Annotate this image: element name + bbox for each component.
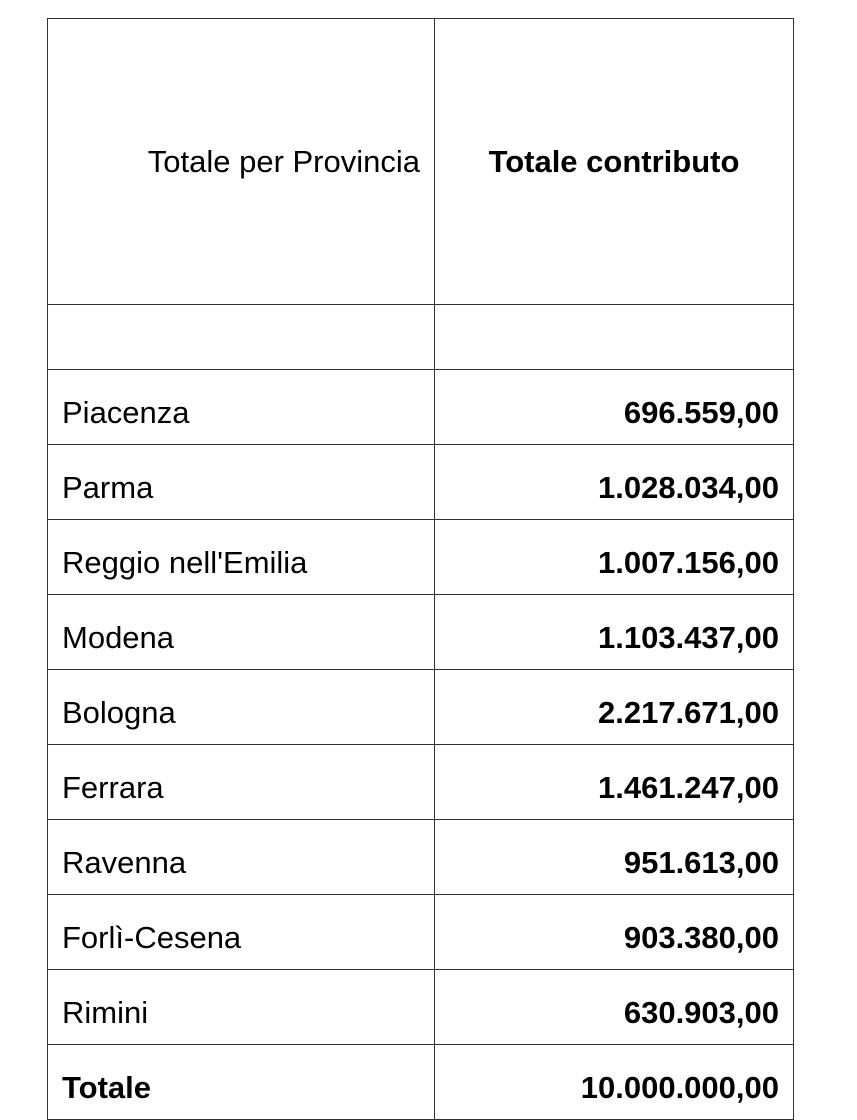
contributo-cell: 1.028.034,00: [435, 445, 794, 520]
contributo-cell: 903.380,00: [435, 895, 794, 970]
total-row: [48, 1045, 794, 1120]
table-row: [48, 445, 794, 520]
table-row: [48, 670, 794, 745]
contributo-cell: 2.217.671,00: [435, 670, 794, 745]
blank-cell: [48, 305, 435, 370]
total-value: 10.000.000,00: [435, 1045, 794, 1120]
table-row: [48, 520, 794, 595]
contributo-cell: 696.559,00: [435, 370, 794, 445]
blank-row: [48, 305, 794, 370]
blank-cell: [435, 305, 794, 370]
provincia-cell: Bologna: [48, 670, 435, 745]
contributo-table: [47, 18, 794, 1120]
header-provincia: Totale per Provincia: [48, 19, 435, 305]
provincia-cell: Parma: [48, 445, 435, 520]
provincia-cell: Ravenna: [48, 820, 435, 895]
contributo-cell: 1.007.156,00: [435, 520, 794, 595]
table-row: [48, 820, 794, 895]
provincia-cell: Modena: [48, 595, 435, 670]
provincia-cell: Rimini: [48, 970, 435, 1045]
table-row: [48, 745, 794, 820]
table-row: [48, 595, 794, 670]
table-row: [48, 370, 794, 445]
contributo-cell: 951.613,00: [435, 820, 794, 895]
provincia-cell: Forlì-Cesena: [48, 895, 435, 970]
contributo-cell: 630.903,00: [435, 970, 794, 1045]
contributo-cell: 1.461.247,00: [435, 745, 794, 820]
table-row: [48, 970, 794, 1045]
header-row: [48, 19, 794, 305]
provincia-cell: Reggio nell'Emilia: [48, 520, 435, 595]
provincia-cell: Piacenza: [48, 370, 435, 445]
provincia-cell: Ferrara: [48, 745, 435, 820]
header-contributo: Totale contributo: [435, 19, 794, 305]
table-row: [48, 895, 794, 970]
total-label: Totale: [48, 1045, 435, 1120]
contributo-cell: 1.103.437,00: [435, 595, 794, 670]
